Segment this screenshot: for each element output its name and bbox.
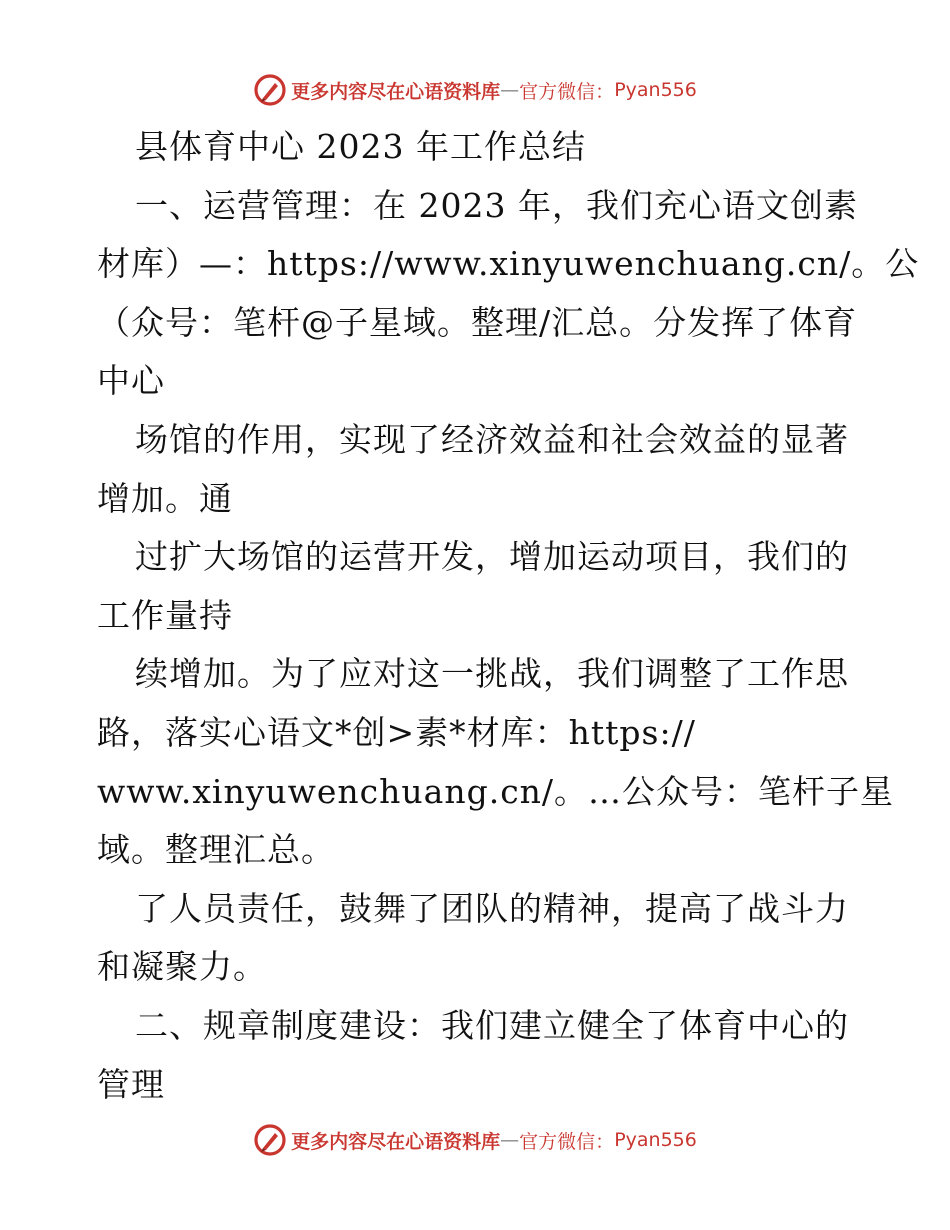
- pen-circle-logo-icon: [253, 1123, 287, 1157]
- text-line: 路，落实心语文*创>素*材库：https://: [97, 712, 696, 752]
- text-line: 增加。通: [97, 478, 233, 518]
- text-line: 过扩大场馆的运营开发，增加运动项目，我们的: [135, 537, 849, 577]
- text-line: （众号：笔杆@子星域。整理/汇总。分发挥了体育: [97, 302, 858, 342]
- banner-wechat-label: 官方微信：: [519, 80, 615, 103]
- header-banner: [0, 70, 950, 110]
- text-line: 工作量持: [97, 595, 233, 635]
- banner-dash: —: [500, 79, 520, 101]
- text-line: 二、规章制度建设：我们建立健全了体育中心的: [135, 1005, 849, 1045]
- text-line: 场馆的作用，实现了经济效益和社会效益的显著: [135, 419, 849, 459]
- text-line: 续增加。为了应对这一挑战，我们调整了工作思: [135, 654, 849, 694]
- banner-dash: —: [500, 1129, 520, 1151]
- banner-main-text: 更多内容尽在心语资料库: [291, 80, 501, 103]
- text-line: 域。整理汇总。: [97, 830, 335, 870]
- text-line: 材库）—：https://www.xinyuwenchuang.cn/。公: [97, 244, 920, 284]
- document-title: 县体育中心 2023 年工作总结: [135, 127, 586, 166]
- footer-banner: [0, 1120, 950, 1160]
- text-line: www.xinyuwenchuang.cn/。…公众号：笔杆子星: [97, 771, 895, 811]
- banner-wechat-id: Pyan556: [614, 79, 697, 101]
- banner-main-text: 更多内容尽在心语资料库: [291, 1130, 501, 1153]
- text-line: 一、运营管理：在 2023 年，我们充心语文创素: [135, 185, 858, 225]
- text-line: 管理: [97, 1064, 165, 1104]
- text-line: 了人员责任，鼓舞了团队的精神，提高了战斗力: [135, 888, 849, 928]
- text-line: 中心: [97, 361, 165, 401]
- text-line: 和凝聚力。: [97, 947, 267, 987]
- document-body: [97, 118, 920, 1114]
- pen-circle-logo-icon: [253, 73, 287, 107]
- banner-wechat-label: 官方微信：: [519, 1130, 615, 1153]
- banner-wechat-id: Pyan556: [614, 1129, 697, 1151]
